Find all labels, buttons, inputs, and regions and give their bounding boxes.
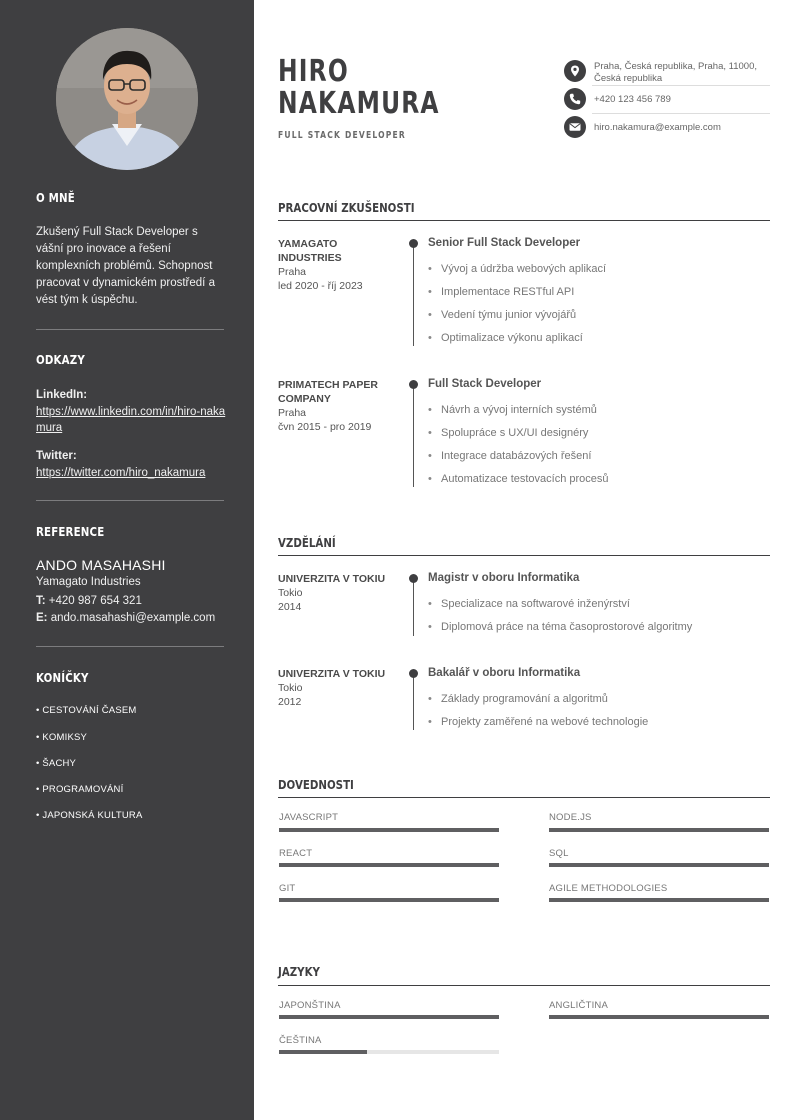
experience-heading: PRACOVNÍ ZKUŠENOSTI — [278, 200, 415, 215]
skill-label: GIT — [279, 883, 296, 894]
job-role: Full Stack Developer — [428, 378, 542, 390]
employment-dates: led 2020 - říj 2023 — [278, 280, 363, 292]
avatar — [56, 28, 198, 170]
education-org — [278, 572, 403, 614]
skill-bar — [279, 898, 499, 902]
contact-address: Praha, Česká republika, Praha, 11000, Česká republika — [594, 61, 758, 84]
phone-icon — [564, 88, 586, 110]
reference-email-label: E: — [36, 612, 48, 624]
contact-divider — [592, 85, 770, 86]
skill-label: AGILE METHODOLOGIES — [549, 883, 668, 894]
language-bar — [279, 1015, 499, 1019]
skill-bar-fill — [549, 898, 769, 902]
employment-dates: čvn 2015 - pro 2019 — [278, 421, 372, 433]
job-bullet: • Optimalizace výkonu aplikací — [428, 332, 583, 344]
language-label: JAPONŠTINA — [279, 1000, 341, 1011]
language-bar — [279, 1050, 499, 1054]
job-bullet: • Implementace RESTful API — [428, 286, 574, 298]
reference-phone-row — [36, 593, 228, 610]
reference-company: Yamagato Industries — [36, 576, 141, 588]
hobbies-heading: KONÍČKY — [36, 670, 89, 685]
skill-bar — [549, 898, 769, 902]
linkedin-link[interactable]: https://www.linkedin.com/in/hiro-nakamura — [36, 406, 226, 434]
sidebar-divider — [36, 500, 224, 501]
section-rule — [278, 797, 770, 798]
twitter-block — [36, 448, 228, 481]
links-heading: ODKAZY — [36, 352, 85, 367]
linkedin-block — [36, 387, 228, 436]
portrait-photo — [56, 28, 198, 170]
reference-block — [36, 557, 228, 627]
contact-address-row — [564, 60, 770, 86]
name-last: NAKAMURA — [278, 86, 440, 121]
hobby-item: • KOMIKSY — [36, 732, 88, 743]
company-location: Praha — [278, 407, 307, 419]
languages-heading: JAZYKY — [278, 964, 320, 979]
job-bullet: • Návrh a vývoj interních systémů — [428, 404, 597, 416]
company-name: PRIMATECH PAPER COMPANY — [278, 379, 378, 405]
twitter-link[interactable]: https://twitter.com/hiro_nakamura — [36, 467, 206, 479]
name-first: HIRO — [278, 54, 349, 89]
skill-bar — [549, 863, 769, 867]
location-pin-icon — [564, 60, 586, 82]
degree: Bakalář v oboru Informatika — [428, 667, 581, 679]
job-title: FULL STACK DEVELOPER — [278, 130, 406, 141]
skill-bar — [549, 828, 769, 832]
language-bar-fill — [279, 1050, 367, 1054]
language-bar-fill — [279, 1015, 499, 1019]
skill-bar-fill — [549, 828, 769, 832]
job-role: Senior Full Stack Developer — [428, 237, 581, 249]
skill-label: SQL — [549, 848, 569, 859]
contact-email[interactable]: hiro.nakamura@example.com — [594, 122, 721, 133]
contact-divider — [592, 113, 770, 114]
timeline-dot — [409, 669, 418, 678]
company-location: Praha — [278, 266, 307, 278]
contact-phone: +420 123 456 789 — [594, 94, 671, 105]
reference-phone-label: T: — [36, 595, 46, 607]
hobby-item: • JAPONSKÁ KULTURA — [36, 810, 143, 821]
reference-email: ando.masahashi@example.com — [50, 612, 216, 624]
reference-name: ANDO MASAHASHI — [36, 557, 166, 573]
hobby-item: • ŠACHY — [36, 758, 77, 769]
sidebar-divider — [36, 646, 224, 647]
graduation-year: 2012 — [278, 696, 302, 708]
skill-bar — [279, 863, 499, 867]
timeline-line — [413, 672, 414, 730]
reference-email-row — [36, 610, 228, 627]
language-label: ČEŠTINA — [279, 1035, 322, 1046]
skill-label: NODE.JS — [549, 812, 592, 823]
language-bar — [549, 1015, 769, 1019]
company-name: YAMAGATO INDUSTRIES — [278, 238, 342, 264]
timeline-dot — [409, 380, 418, 389]
sidebar — [0, 0, 254, 1120]
envelope-icon — [564, 116, 586, 138]
job-bullet: • Spolupráce s UX/UI designéry — [428, 427, 588, 439]
timeline-line — [413, 242, 414, 346]
school-name: UNIVERZITA V TOKIU — [278, 668, 386, 680]
degree: Magistr v oboru Informatika — [428, 572, 580, 584]
language-label: ANGLIČTINA — [549, 1000, 609, 1011]
education-bullet: • Projekty zaměřené na webové technologie — [428, 716, 648, 728]
hobby-item: • CESTOVÁNÍ ČASEM — [36, 705, 137, 716]
job-bullet: • Vývoj a údržba webových aplikací — [428, 263, 606, 275]
linkedin-label: LinkedIn: — [36, 389, 88, 401]
school-location: Tokio — [278, 587, 303, 599]
skill-bar — [279, 828, 499, 832]
about-heading: O MNĚ — [36, 190, 75, 205]
job-bullet: • Automatizace testovacích procesů — [428, 473, 609, 485]
skills-heading: DOVEDNOSTI — [278, 777, 354, 792]
job-bullet: • Vedení týmu junior vývojářů — [428, 309, 576, 321]
experience-org — [278, 237, 403, 293]
education-bullet: • Specializace na softwarové inženýrství — [428, 598, 630, 610]
section-rule — [278, 220, 770, 221]
section-rule — [278, 555, 770, 556]
experience-org — [278, 378, 403, 434]
timeline-dot — [409, 574, 418, 583]
section-rule — [278, 985, 770, 986]
education-org — [278, 667, 403, 709]
education-heading: VZDĚLÁNÍ — [278, 535, 336, 550]
skill-bar-fill — [549, 863, 769, 867]
timeline-line — [413, 578, 414, 636]
timeline-dot — [409, 239, 418, 248]
job-bullet: • Integrace databázových řešení — [428, 450, 591, 462]
reference-phone: +420 987 654 321 — [48, 595, 142, 607]
reference-heading: REFERENCE — [36, 524, 105, 539]
sidebar-divider — [36, 329, 224, 330]
education-bullet: • Diplomová práce na téma časoprostorové algoritmy — [428, 621, 692, 633]
contact-email-row — [564, 116, 770, 142]
education-bullet: • Základy programování a algoritmů — [428, 693, 608, 705]
skill-label: JAVASCRIPT — [279, 812, 339, 823]
language-bar-fill — [549, 1015, 769, 1019]
school-name: UNIVERZITA V TOKIU — [278, 573, 386, 585]
school-location: Tokio — [278, 682, 303, 694]
about-text: Zkušený Full Stack Developer s vášní pro inovace a řešení komplexních problémů. Schopnost pracovat v dynamickém prostředí a vést tým k úspěchu. — [36, 226, 215, 306]
skill-bar-fill — [279, 863, 499, 867]
skill-bar-fill — [279, 898, 499, 902]
twitter-label: Twitter: — [36, 450, 77, 462]
skill-bar-fill — [279, 828, 499, 832]
graduation-year: 2014 — [278, 601, 302, 613]
skill-label: REACT — [279, 848, 313, 859]
timeline-line — [413, 383, 414, 487]
contact-phone-row — [564, 88, 770, 114]
hobby-item: • PROGRAMOVÁNÍ — [36, 784, 124, 795]
full-name — [278, 56, 440, 120]
